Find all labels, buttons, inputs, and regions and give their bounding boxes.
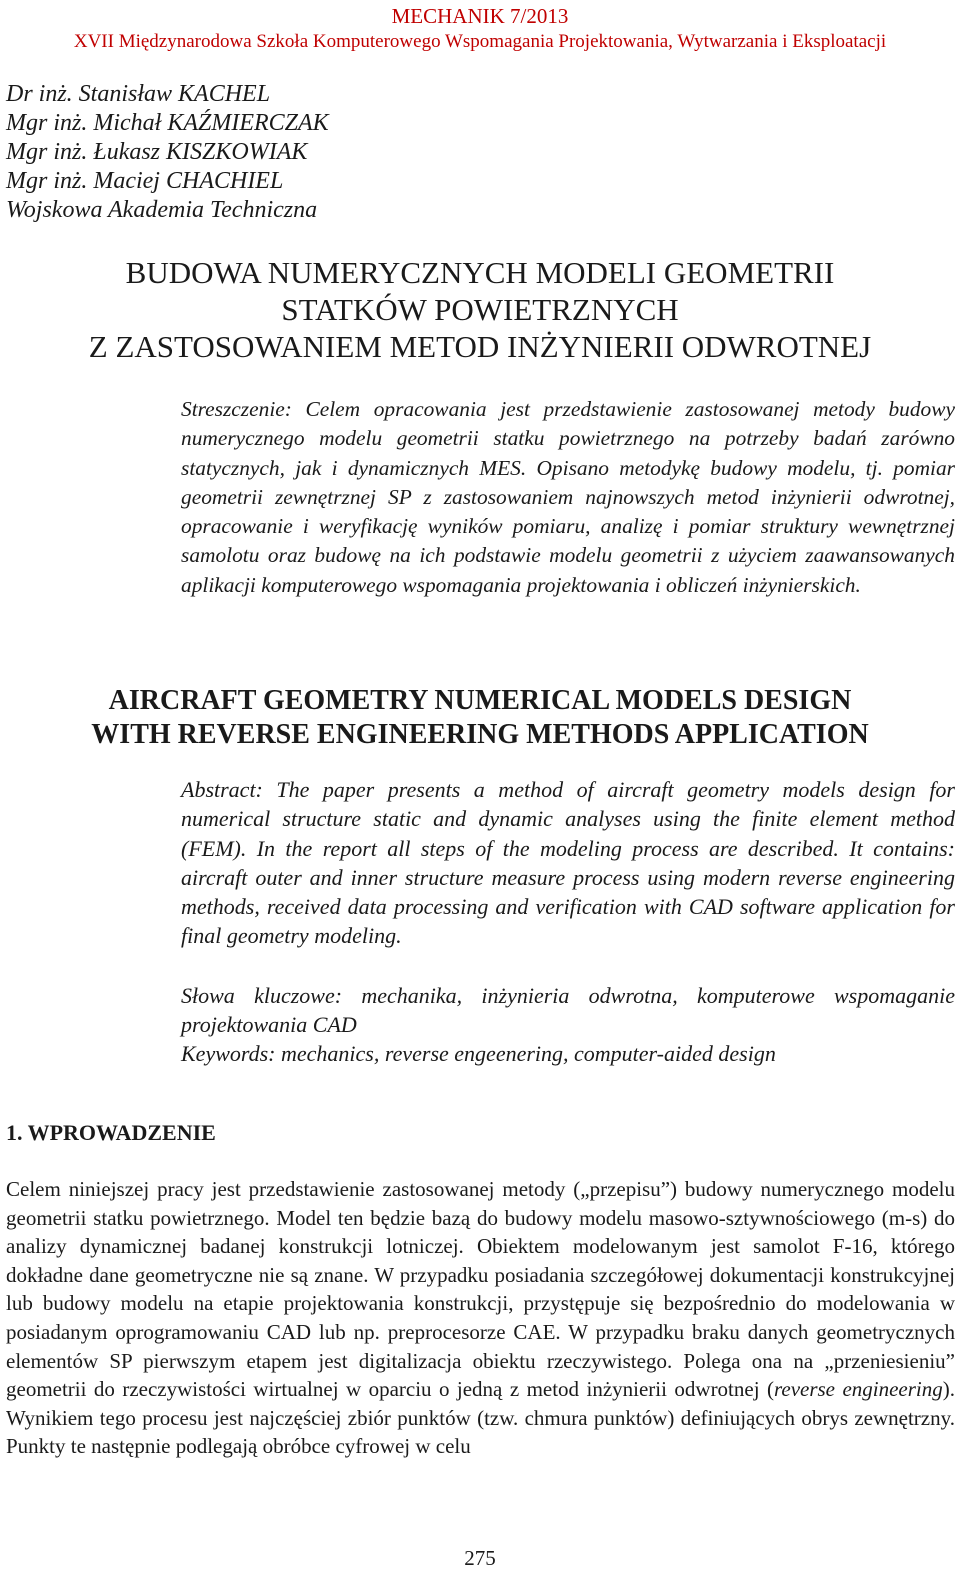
body-text-italic: reverse engineering [773,1377,943,1402]
title-line: STATKÓW POWIETRZNYCH [281,292,679,327]
author-name: Mgr inż. Łukasz KISZKOWIAK [6,139,308,165]
keywords-english: Keywords: mechanics, reverse engeenering, computer-aided design [181,1041,776,1066]
abstract-polish: Streszczenie: Celem opracowania jest przedstawienie zastosowanej metody budowy numerycznego modelu geometrii statku powietrznego na potrzeby badań zarówno statycznych, jak i dynamicznych MES. Opisano metodykę budowy modelu, tj. pomiar geometrii zewnętrznej SP z zastosowaniem najnowszych metod inżynierii odwrotnej, opracowanie i weryfikację wyników pomiaru, analizę i pomiar struktury wewnętrznej samolotu oraz budowę na ich podstawie modelu geometrii z użyciem zaawansowanych aplikacji komputerowego wspomagania projektowania i obliczeń inżynierskich. [181,397,955,597]
affiliation: Wojskowa Akademia Techniczna [6,197,318,223]
title-line: AIRCRAFT GEOMETRY NUMERICAL MODELS DESIGN [108,685,852,716]
paper-title-english [0,684,960,752]
title-line: BUDOWA NUMERYCZNYCH MODELI GEOMETRII [125,255,835,290]
keywords-block [181,981,955,1068]
page-header [0,3,960,55]
body-text-part: ). Wynikiem tego procesu jest najczęściej zbiór punktów (tzw. chmura punktów) definiujących obrys zewnętrzny. Punkty te następnie podlegają obróbce cyfrowej w celu [6,1377,955,1459]
body-text-part: Celem niniejszej pracy jest przedstawienie zastosowanej metody („przepisu”) budowy numerycznego modelu geometrii statku powietrznego. Model ten będzie bazą do budowy modelu masowo-sztywnościowego (m-s) do analizy dynamicznej badanej konstrukcji lotniczej. Obiektem modelowanym jest samolot F-16, którego dokładne dane geometryczne nie są znane. W przypadku posiadania szczegółowej dokumentacji konstrukcyjnej lub budowy modelu na etapie projektowania konstrukcji, przystępuje się bezpośrednio do modelowania w posiadanym oprogramowaniu CAD lub np. preprocesorze CAE. W przypadku braku danych geometrycznych elementów SP pierwszym etapem jest digitalizacja obiektu rzeczywistego. Polega ona na „przeniesieniu” geometrii do rzeczywistości wirtualnej w oparciu o jedną z metod inżynierii odwrotnej ( [6,1177,955,1402]
author-name: Mgr inż. Maciej CHACHIEL [6,168,284,194]
page-number: 275 [464,1546,496,1570]
author-block [6,80,329,225]
title-line: WITH REVERSE ENGINEERING METHODS APPLICATION [91,719,869,750]
paper-title-polish [0,254,960,365]
section-heading: 1. WPROWADZENIE [6,1120,216,1145]
abstract-english: Abstract: The paper presents a method of aircraft geometry models design for numerical structure static and dynamic analyses using the finite element method (FEM). In the report all steps of the modeling process are described. It contains: aircraft outer and inner structure measure process using modern reverse engineering methods, received data processing and verification with CAD software application for final geometry modeling. [181,777,955,949]
conference-name: XVII Międzynarodowa Szkoła Komputerowego Wspomagania Projektowania, Wytwarzania i Eksploatacji [73,31,887,52]
author-name: Dr inż. Stanisław KACHEL [6,81,271,107]
title-line: Z ZASTOSOWANIEM METOD INŻYNIERII ODWROTNEJ [88,329,872,364]
author-name: Mgr inż. Michał KAŹMIERCZAK [6,110,329,136]
journal-issue: MECHANIK 7/2013 [391,4,569,28]
keywords-polish: Słowa kluczowe: mechanika, inżynieria odwrotna, komputerowe wspomaganie projektowania CAD [181,983,955,1037]
body-paragraph [6,1175,955,1461]
